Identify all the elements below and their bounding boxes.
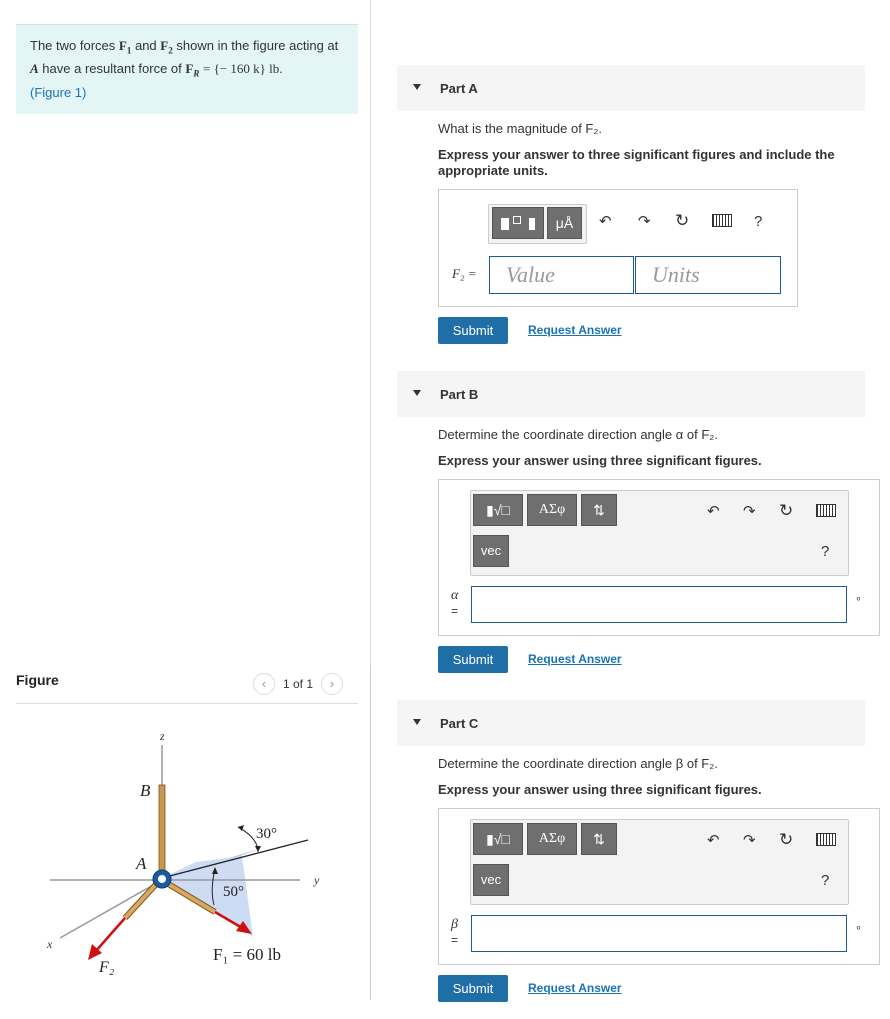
reset-icon[interactable]: ↻ xyxy=(779,501,794,520)
units-symbol-button[interactable]: μÅ xyxy=(547,207,582,239)
z-label: z xyxy=(160,729,165,743)
part-a-question: What is the magnitude of F₂. xyxy=(438,121,603,136)
joint-a-hole xyxy=(158,875,166,883)
rod-ab xyxy=(159,785,165,875)
alpha-label: α xyxy=(451,588,459,603)
arrows-button[interactable]: ⇅ xyxy=(581,494,617,526)
alpha-input[interactable] xyxy=(471,586,847,623)
degree-unit: ∘ xyxy=(855,922,862,934)
rod-f2 xyxy=(125,880,160,918)
column-divider xyxy=(370,0,371,665)
equals-sign: = xyxy=(451,933,459,947)
templates-button[interactable] xyxy=(492,207,544,239)
equals-sign: = xyxy=(451,604,459,618)
part-a-instruction: Express your answer to three significant figures and include the appropriate units. xyxy=(438,147,835,178)
collapse-triangle-icon[interactable] xyxy=(413,390,421,396)
keyboard-icon[interactable] xyxy=(816,504,836,521)
problem-text-mid2: have a resultant force of xyxy=(42,60,182,76)
resultant-equation: = {− 160 k} lb. xyxy=(203,60,283,76)
arc-arrow-30b xyxy=(255,846,261,852)
undo-icon[interactable]: ↶ xyxy=(707,832,720,849)
problem-text-mid: shown in the figure acting at xyxy=(176,38,339,53)
undo-icon[interactable]: ↶ xyxy=(599,213,612,230)
point-a-label: A xyxy=(136,854,147,873)
fr-symbol: $F_R$ xyxy=(185,60,200,79)
part-a-title: Part A xyxy=(440,81,478,96)
figure-link[interactable]: (Figure 1) xyxy=(30,85,87,100)
part-b-header[interactable] xyxy=(397,371,865,417)
part-c-title: Part C xyxy=(440,716,479,731)
help-icon[interactable]: ? xyxy=(821,872,830,889)
point-b-label: B xyxy=(140,781,151,800)
part-c-answer-box xyxy=(438,808,880,965)
part-b-instruction: Express your answer using three significant figures. xyxy=(438,453,762,468)
arrows-button[interactable]: ⇅ xyxy=(581,823,617,855)
f1-symbol: $F_1$ xyxy=(118,38,132,56)
part-a-request-answer-link[interactable]: Request Answer xyxy=(528,323,622,337)
part-c-submit-button[interactable]: Submit xyxy=(438,975,508,1002)
undo-icon[interactable]: ↶ xyxy=(707,503,720,520)
part-b-title: Part B xyxy=(440,387,479,402)
problem-text-and: and xyxy=(134,38,157,53)
templates-button[interactable]: ▮√□ xyxy=(473,823,523,855)
y-label: y xyxy=(314,873,320,887)
greek-button[interactable]: ΑΣφ xyxy=(527,823,577,855)
angle-30-label: 30° xyxy=(256,826,277,842)
vec-button[interactable]: vec xyxy=(473,535,509,567)
part-c-toolbar xyxy=(470,819,849,905)
f2-arrow xyxy=(95,918,125,952)
part-c-instruction: Express your answer using three significant figures. xyxy=(438,782,762,797)
reset-icon[interactable]: ↻ xyxy=(779,830,794,849)
redo-icon[interactable]: ↷ xyxy=(743,503,756,520)
figure-divider xyxy=(16,703,358,704)
beta-label: β xyxy=(451,917,458,932)
part-a-submit-button[interactable]: Submit xyxy=(438,317,508,344)
force-diagram xyxy=(16,715,356,990)
f2-label: F₂ xyxy=(99,959,115,976)
redo-icon[interactable]: ↷ xyxy=(743,832,756,849)
part-b-answer-box xyxy=(438,479,880,636)
collapse-triangle-icon[interactable] xyxy=(413,84,421,90)
part-b-toolbar xyxy=(470,490,849,576)
beta-input[interactable] xyxy=(471,915,847,952)
units-input[interactable]: Units xyxy=(635,256,781,294)
part-b-submit-button[interactable]: Submit xyxy=(438,646,508,673)
collapse-triangle-icon[interactable] xyxy=(413,719,421,725)
help-icon[interactable]: ? xyxy=(821,543,830,560)
part-a-answer-box xyxy=(438,189,798,307)
part-b-request-answer-link[interactable]: Request Answer xyxy=(528,652,622,666)
help-icon[interactable]: ? xyxy=(754,213,763,230)
part-b-question: Determine the coordinate direction angle α of F₂. xyxy=(438,427,718,442)
x-label: x xyxy=(47,937,53,951)
value-input[interactable]: Value xyxy=(489,256,634,294)
part-c-header[interactable] xyxy=(397,700,865,746)
f1-label: F₁ = 60 lb xyxy=(213,945,281,964)
degree-unit: ∘ xyxy=(855,593,862,605)
angle-50-label: 50° xyxy=(223,884,244,900)
point-a-symbol: A xyxy=(30,60,39,76)
figure-count: 1 of 1 xyxy=(283,677,314,691)
vec-button[interactable]: vec xyxy=(473,864,509,896)
x-axis xyxy=(60,880,162,938)
redo-icon[interactable]: ↷ xyxy=(638,213,651,230)
part-a-toolbar xyxy=(488,204,587,244)
templates-button[interactable]: ▮√□ xyxy=(473,494,523,526)
problem-statement xyxy=(30,37,348,82)
part-a-header[interactable] xyxy=(397,65,865,111)
problem-text-start: The two forces xyxy=(30,38,116,53)
column-divider-lower xyxy=(370,665,371,1000)
f2-symbol: $F_2$ xyxy=(160,38,173,56)
reset-icon[interactable]: ↻ xyxy=(675,211,690,230)
keyboard-icon[interactable] xyxy=(712,214,732,231)
angle-30-arc xyxy=(238,827,258,852)
keyboard-icon[interactable] xyxy=(816,833,836,850)
part-c-question: Determine the coordinate direction angle β of F₂. xyxy=(438,756,718,771)
part-a-variable-label: F₂ = xyxy=(452,266,477,281)
chevron-left-icon[interactable]: ‹ xyxy=(253,673,275,695)
figure-navigation xyxy=(253,673,343,695)
part-c-request-answer-link[interactable]: Request Answer xyxy=(528,981,622,995)
greek-button[interactable]: ΑΣφ xyxy=(527,494,577,526)
figure-heading: Figure xyxy=(16,672,59,688)
chevron-right-icon[interactable]: › xyxy=(321,673,343,695)
